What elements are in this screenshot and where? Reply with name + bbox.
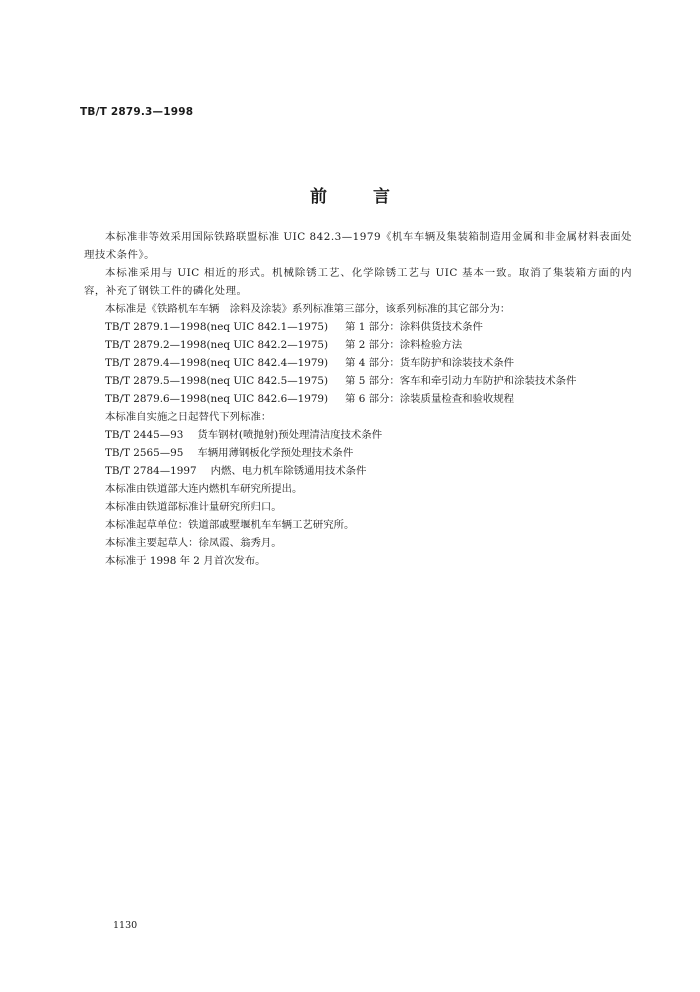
series-parts-list <box>84 318 632 408</box>
standard-code: TB/T 2879.1—1998(neq UIC 842.1—1975) <box>105 321 329 333</box>
standard-code: TB/T 2879.5—1998(neq UIC 842.5—1975) <box>105 375 329 387</box>
standard-desc: 车辆用薄钢板化学预处理技术条件 <box>197 447 354 459</box>
standard-code: TB/T 2445—93 <box>105 429 184 441</box>
standard-code: TB/T 2784—1997 <box>105 465 197 477</box>
list-item <box>84 372 632 390</box>
document-body <box>84 228 632 570</box>
list-item <box>84 318 632 336</box>
standard-code: TB/T 2879.4—1998(neq UIC 842.4—1979) <box>105 357 329 369</box>
paragraph-series: 本标准是《铁路机车车辆 涂料及涂装》系列标准第三部分，该系列标准的其它部分为： <box>105 303 511 315</box>
paragraph-release: 本标准于 1998 年 2 月首次发布。 <box>105 555 266 567</box>
list-item <box>84 354 632 372</box>
replaced-standards-list <box>84 426 632 480</box>
list-item <box>84 336 632 354</box>
list-item <box>84 444 632 462</box>
standard-desc: 内燃、电力机车除锈通用技术条件 <box>210 465 367 477</box>
standard-desc: 第 5 部分：客车和牵引动力车防护和涂装技术条件 <box>345 375 577 387</box>
standard-code: TB/T 2565—95 <box>105 447 184 459</box>
standard-desc: 第 1 部分：涂料供货技术条件 <box>345 321 483 333</box>
paragraph-adoption: 本标准非等效采用国际铁路联盟标准 UIC 842.3—1979《机车车辆及集装箱制造用金属和非金属材料表面处理技术条件》。 <box>84 231 632 261</box>
list-item <box>84 390 632 408</box>
standard-number-header: TB/T 2879.3—1998 <box>80 106 194 118</box>
list-item <box>84 462 632 480</box>
paragraph-centralized: 本标准由铁道部标准计量研究所归口。 <box>105 501 282 513</box>
standard-code: TB/T 2879.2—1998(neq UIC 842.2—1975) <box>105 339 329 351</box>
standard-desc: 第 6 部分：涂装质量检查和验收规程 <box>345 393 515 405</box>
paragraph-proposer: 本标准由铁道部大连内燃机车研究所提出。 <box>105 483 303 495</box>
standard-desc: 第 4 部分：货车防护和涂装技术条件 <box>345 357 515 369</box>
paragraph-form: 本标准采用与 UIC 相近的形式。机械除锈工艺、化学除锈工艺与 UIC 基本一致。取消了集装箱方面的内容，补充了钢铁工件的磷化处理。 <box>84 267 632 297</box>
standard-desc: 第 2 部分：涂料检验方法 <box>345 339 463 351</box>
standard-desc: 货车钢材(喷抛射)预处理清洁度技术条件 <box>197 429 383 441</box>
list-item <box>84 426 632 444</box>
paragraph-drafting-unit: 本标准起草单位：铁道部戚墅堰机车车辆工艺研究所。 <box>105 519 355 531</box>
standard-code: TB/T 2879.6—1998(neq UIC 842.6—1979) <box>105 393 329 405</box>
paragraph-replaces: 本标准自实施之日起替代下列标准： <box>105 411 272 423</box>
paragraph-drafters: 本标准主要起草人：徐凤霞、翁秀月。 <box>105 537 282 549</box>
page-number: 1130 <box>113 920 138 931</box>
page-title: 前言 <box>310 187 436 207</box>
